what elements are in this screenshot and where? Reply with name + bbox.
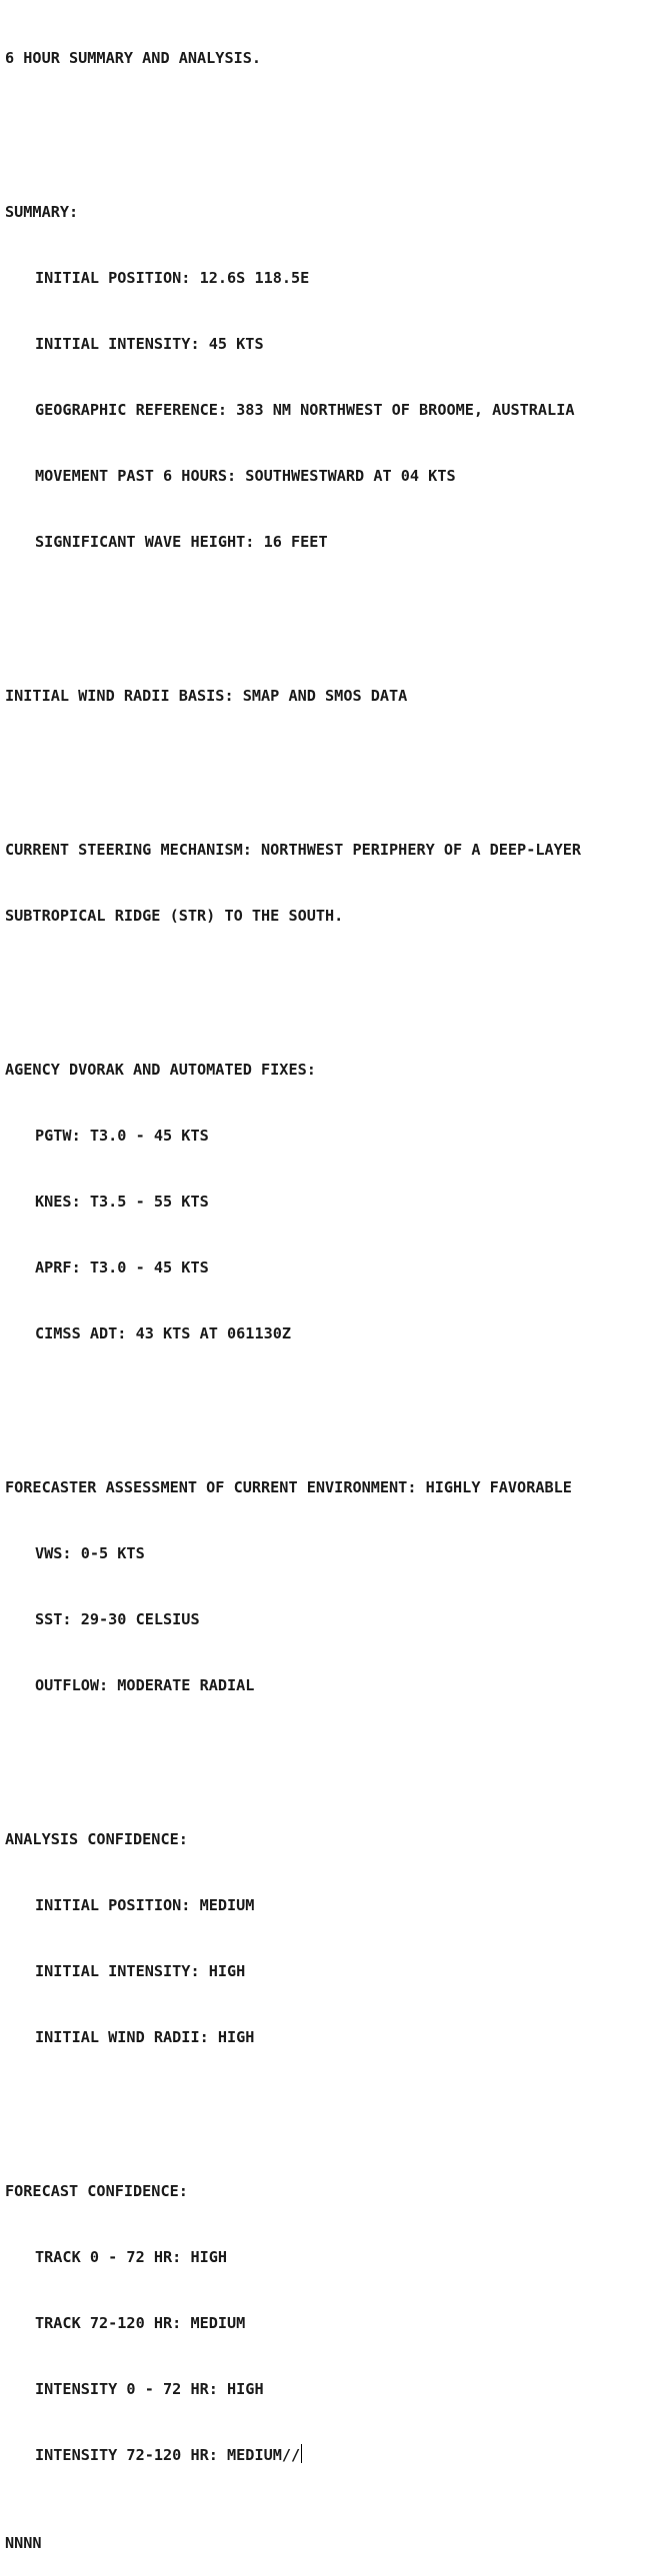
environment-item: OUTFLOW: MODERATE RADIAL <box>35 1676 255 1694</box>
blank-line <box>5 1740 581 1762</box>
fix-item: CIMSS ADT: 43 KTS AT 061130Z <box>35 1324 292 1342</box>
geographic-reference: GEOGRAPHIC REFERENCE: 383 NM NORTHWEST OF BROOME, AUSTRALIA <box>35 401 575 419</box>
fix-item: PGTW: T3.0 - 45 KTS <box>35 1127 209 1145</box>
movement: MOVEMENT PAST 6 HOURS: SOUTHWESTWARD AT 04 KTS <box>35 467 456 485</box>
initial-position: INITIAL POSITION: 12.6S 118.5E <box>35 269 310 287</box>
analysis-confidence-item: INITIAL POSITION: MEDIUM <box>35 1896 255 1914</box>
forecast-confidence-item: INTENSITY 0 - 72 HR: HIGH <box>35 2380 264 2398</box>
fix-item: APRF: T3.0 - 45 KTS <box>35 1259 209 1277</box>
wave-height: SIGNIFICANT WAVE HEIGHT: 16 FEET <box>35 533 328 551</box>
blank-line <box>5 597 581 619</box>
steering-line-2: SUBTROPICAL RIDGE (STR) TO THE SOUTH. <box>5 907 344 925</box>
document-title: 6 HOUR SUMMARY AND ANALYSIS. <box>5 49 262 67</box>
environment-heading: FORECASTER ASSESSMENT OF CURRENT ENVIRONMENT: HIGHLY FAVORABLE <box>5 1478 572 1496</box>
blank-line <box>5 2092 581 2114</box>
initial-intensity: INITIAL INTENSITY: 45 KTS <box>35 335 264 353</box>
fix-item: KNES: T3.5 - 55 KTS <box>35 1193 209 1211</box>
analysis-confidence-item: INITIAL INTENSITY: HIGH <box>35 1962 246 1980</box>
analysis-confidence-item: INITIAL WIND RADII: HIGH <box>35 2028 255 2046</box>
environment-item: SST: 29-30 CELSIUS <box>35 1610 200 1628</box>
bulletin-text[interactable] <box>5 3 581 2576</box>
blank-line <box>5 971 581 993</box>
forecast-confidence-item: TRACK 0 - 72 HR: HIGH <box>35 2248 228 2266</box>
environment-item: VWS: 0-5 KTS <box>35 1544 145 1562</box>
wind-radii-basis: INITIAL WIND RADII BASIS: SMAP AND SMOS DATA <box>5 687 408 705</box>
blank-line <box>5 113 581 135</box>
forecast-confidence-heading: FORECAST CONFIDENCE: <box>5 2182 188 2200</box>
summary-heading: SUMMARY: <box>5 203 79 221</box>
blank-line <box>5 1388 581 1410</box>
forecast-confidence-last-item <box>5 2444 581 2466</box>
forecast-confidence-item: TRACK 72-120 HR: MEDIUM <box>35 2314 246 2332</box>
steering-line-1: CURRENT STEERING MECHANISM: NORTHWEST PERIPHERY OF A DEEP-LAYER <box>5 841 582 859</box>
fixes-heading: AGENCY DVORAK AND AUTOMATED FIXES: <box>5 1061 316 1079</box>
text-cursor <box>301 2444 302 2463</box>
forecast-confidence-item-text: INTENSITY 72-120 HR: MEDIUM// <box>35 2446 301 2464</box>
blank-line <box>5 751 581 773</box>
analysis-confidence-heading: ANALYSIS CONFIDENCE: <box>5 1830 188 1848</box>
end-marker: NNNN <box>5 2534 42 2552</box>
